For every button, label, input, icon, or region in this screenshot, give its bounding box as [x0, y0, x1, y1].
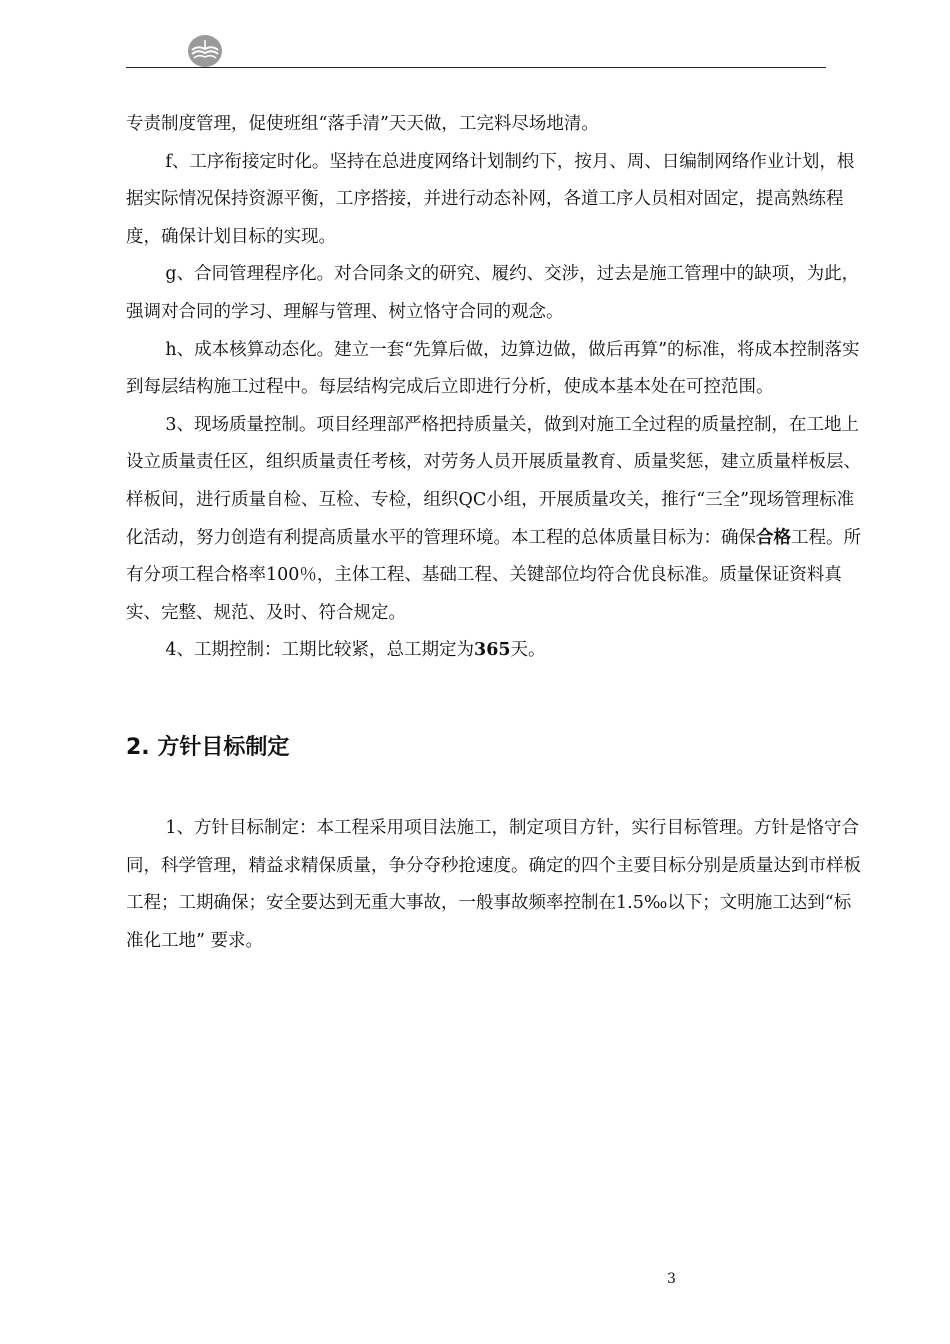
paragraph-quality-control [126, 407, 861, 633]
paragraph-schedule-control [126, 632, 861, 670]
book-emblem-logo [186, 34, 224, 68]
paragraph-continuation: 专责制度管理，促使班组“落手清”天天做，工完料尽场地清。 [126, 114, 599, 134]
header-rule [126, 67, 826, 68]
section-heading: 2. 方针目标制定 [126, 735, 290, 760]
paragraph-g: g、合同管理程序化。对合同条文的研究、履约、交涉，过去是施工管理中的缺项，为此，强调对合同的学习、理解与管理、树立恪守合同的观念。 [126, 264, 860, 322]
quality-text-b: 工程。所有分项工程合格率100％，主体工程、基础工程、关键部位均符合优良标准。质量保证资料真实、完整、规范、及时、符合规定。 [126, 527, 861, 623]
body-text-lower [126, 810, 861, 960]
schedule-text-a: 4、工期控制：工期比较紧，总工期定为 [165, 640, 475, 661]
schedule-days: 365 [474, 640, 511, 661]
paragraph-h: h、成本核算动态化。建立一套“先算后做，边算边做，做后再算”的标准，将成本控制落实到每层结构施工过程中。每层结构完成后立即进行分析，使成本基本处在可控范围。 [126, 339, 860, 398]
quality-emphasis: 合格 [756, 527, 791, 548]
schedule-text-b: 天。 [510, 640, 546, 661]
quality-text-a: 3、现场质量控制。项目经理部严格把持质量关，做到对施工全过程的质量控制，在工地上设立质量责任区，组织质量责任考核，对劳务人员开展质量教育、质量奖惩，建立质量样板层、样板间，进行质量自检、互检、专检，组织QC小组，开展质量攻关，推行“三全”现场管理标准化活动，努力创造有利提高质量水平的管理环境。本工程的总体质量目标为：确保 [126, 414, 861, 548]
page-number: 3 [667, 1271, 676, 1287]
paragraph-f: f、工序衔接定时化。坚持在总进度网络计划制约下，按月、周、日编制网络作业计划，根据实际情况保持资源平衡，工序搭接，并进行动态补网，各道工序人员相对固定，提高熟练程度，确保计划目标的实现。 [126, 151, 855, 247]
paragraph-policy-goals: 1、方针目标制定：本工程采用项目法施工，制定项目方针，实行目标管理。方针是恪守合同，科学管理，精益求精保质量，争分夺秒抢速度。确定的四个主要目标分别是质量达到市样板工程；工期确保；安全要达到无重大事故，一般事故频率控制在1.5‰以下；文明施工达到“标准化工地” 要求。 [126, 818, 861, 951]
body-text-upper [126, 106, 861, 670]
